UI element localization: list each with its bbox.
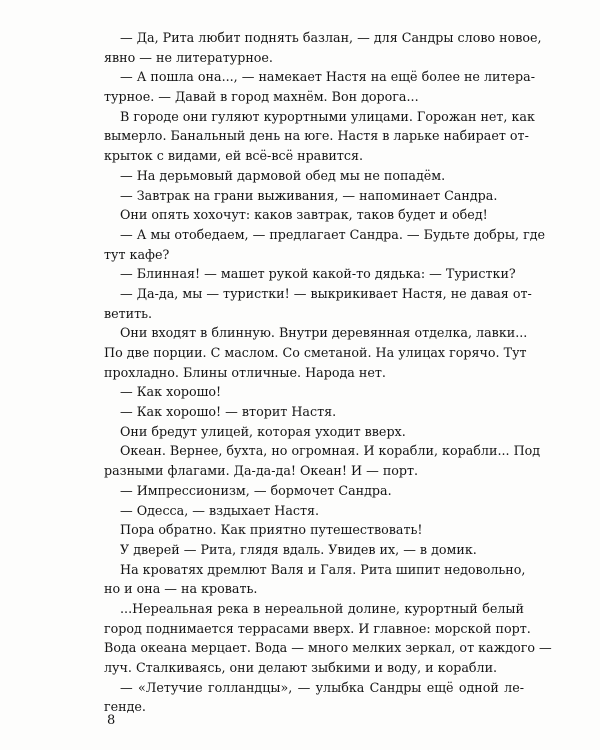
text-line: — Как хорошо! — вторит Настя.: [120, 404, 337, 420]
text-line: Они опять хохочут: каков завтрак, таков будет и обед!: [120, 207, 488, 223]
text-line: — «Летучие голландцы», — улыбка Сандры ещё одной ле-: [120, 679, 524, 695]
text-line: — Завтрак на грани выживания, — напоминает Сандра.: [120, 187, 498, 203]
text-line: — Как хорошо!: [120, 384, 222, 400]
text-line: генде.: [104, 699, 146, 715]
text-line: ветить.: [104, 305, 153, 321]
text-line: По две порции. С маслом. Со сметаной. На улицах горячо. Тут: [104, 345, 527, 360]
text-line: Они бредут улицей, которая уходит вверх.: [120, 423, 406, 439]
text-line: Пора обратно. Как приятно путешествовать!: [120, 522, 423, 538]
text-line: — Да, Рита любит поднять базлан, — для Сандры слово новое,: [120, 30, 542, 45]
text-line: но и она — на кровать.: [104, 581, 258, 597]
text-line: город поднимается террасами вверх. И главное: морской порт.: [104, 620, 531, 636]
text-line: луч. Сталкиваясь, они делают зыбкими и воду, и корабли.: [104, 660, 498, 675]
text-line: вымерло. Банальный день на юге. Настя в ларьке набирает от-: [104, 128, 529, 144]
text-line: — Одесса, — вздыхает Настя.: [120, 502, 320, 518]
text-line: ...Нереальная река в нереальной долине, курортный белый: [120, 600, 524, 616]
text-line: — А мы отобедаем, — предлагает Сандра. — Будьте добры, где: [120, 226, 546, 242]
text-line: прохладно. Блины отличные. Народа нет.: [104, 364, 386, 380]
text-line: разными флагами. Да-да-да! Океан! И — порт.: [104, 463, 419, 479]
text-line: У дверей — Рита, глядя вдаль. Увидев их, — в домик.: [120, 541, 477, 557]
text-line: На кроватях дремлют Валя и Галя. Рита шипит недовольно,: [120, 561, 526, 577]
text-line: — Блинная! — машет рукой какой-то дядька: — Туристки?: [120, 266, 516, 282]
text-line: В городе они гуляют курортными улицами. Горожан нет, как: [120, 108, 535, 124]
text-line: — Да-да, мы — туристки! — выкрикивает Настя, не давая от-: [120, 285, 532, 301]
text-line: — А пошла она..., — намекает Настя на ещё более не литера-: [120, 69, 535, 85]
text-line: — Импрессионизм, — бормочет Сандра.: [120, 482, 392, 498]
text-line: крыток с видами, ей всё-всё нравится.: [104, 148, 364, 164]
text-line: Они входят в блинную. Внутри деревянная отделка, лавки...: [120, 325, 528, 341]
page-number: 8: [107, 713, 116, 728]
text-line: тут кафе?: [104, 246, 170, 262]
text-line: турное. — Давай в город махнём. Вон дорога...: [104, 89, 419, 105]
text-line: Вода океана мерцает. Вода — много мелких зеркал, от каждого —: [104, 640, 552, 656]
text-line: — На дерьмовый дармовой обед мы не попадём.: [120, 167, 446, 183]
text-line: Океан. Вернее, бухта, но огромная. И корабли, корабли... Под: [120, 443, 541, 459]
body-text: [104, 28, 552, 717]
text-line: явно — не литературное.: [104, 49, 273, 65]
